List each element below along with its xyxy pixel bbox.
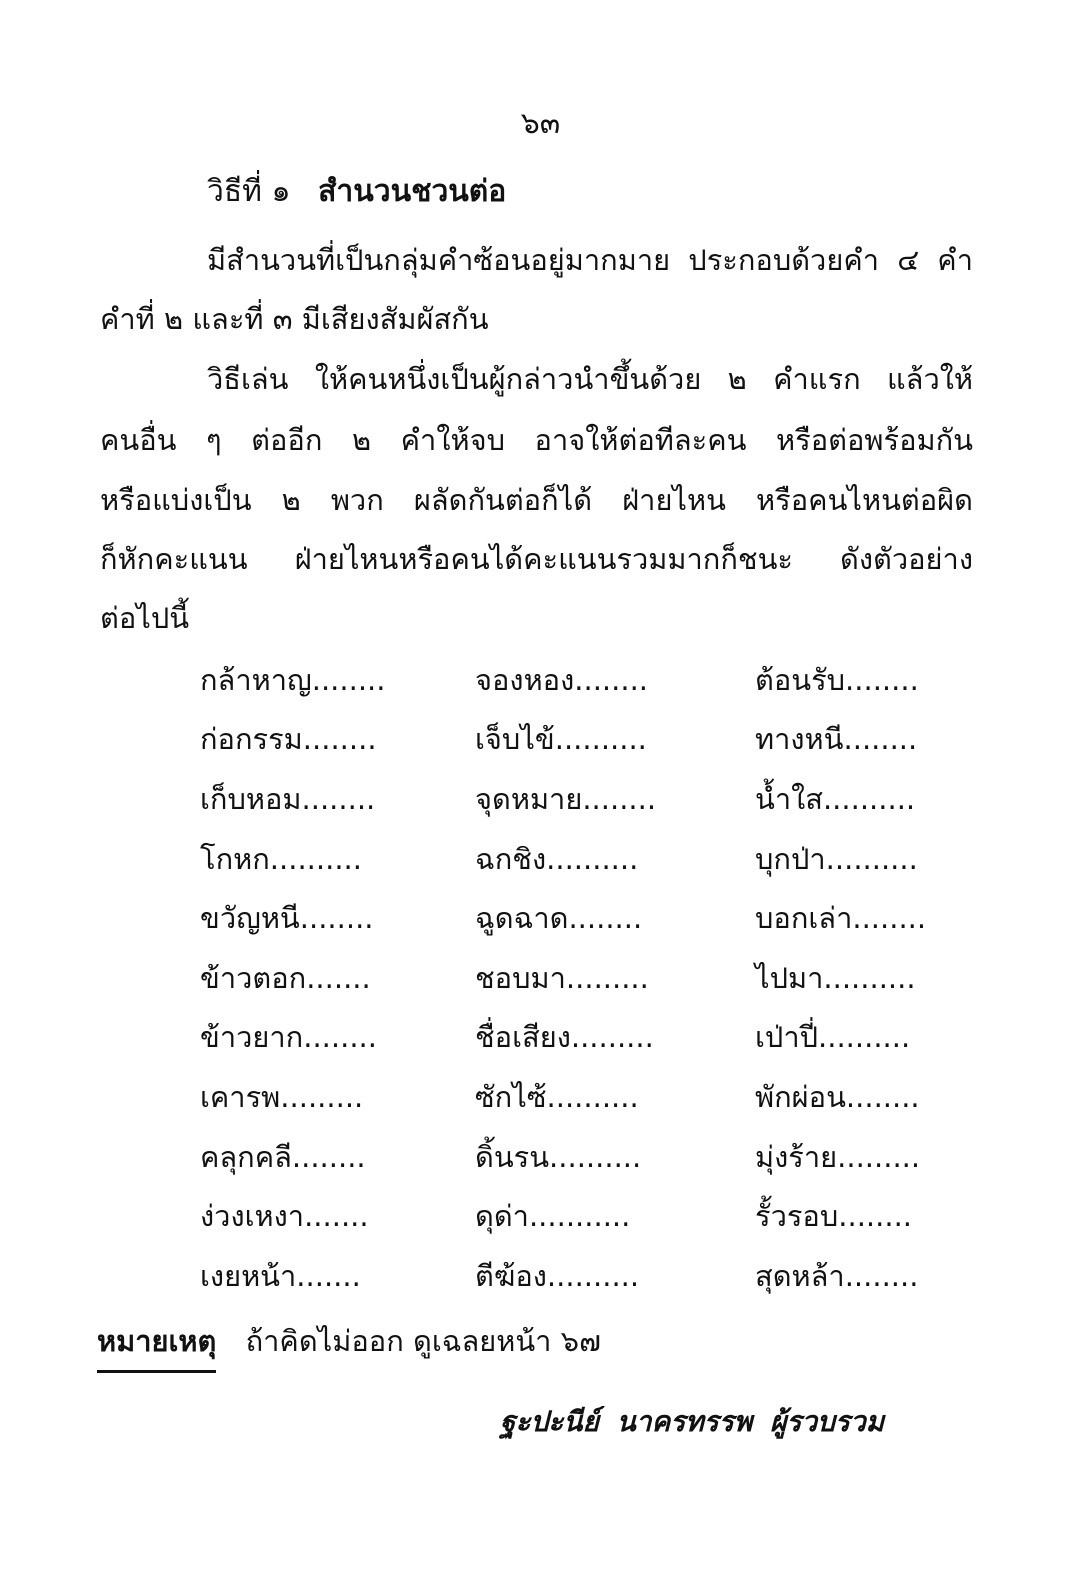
word-cell: ดุด่า........... xyxy=(475,1199,631,1234)
word-cell: มุ่งร้าย......... xyxy=(755,1139,921,1174)
word-cell: ตีฆ้อง.......... xyxy=(475,1258,640,1293)
word-cell: เก็บหอม........ xyxy=(200,781,376,816)
note xyxy=(97,1318,601,1373)
paragraph2-line5: ต่อไปนี้ xyxy=(100,601,190,635)
word-cell: ขวัญหนี........ xyxy=(200,901,374,936)
paragraph2-line1: วิธีเล่น ให้คนหนึ่งเป็นผู้กล่าวนำขึ้นด้วย ๒ คำแรก แล้วให้ xyxy=(207,362,973,396)
word-cell: จุดหมาย........ xyxy=(475,781,657,816)
word-row xyxy=(200,769,980,829)
word-cell: บอกเล่า........ xyxy=(755,901,927,936)
word-row xyxy=(200,710,980,770)
method-number: วิธีที่ ๑ xyxy=(207,174,291,209)
word-cell: ชอบมา......... xyxy=(475,960,649,995)
word-row xyxy=(200,1246,980,1306)
word-row xyxy=(200,1067,980,1127)
paragraph2-line2: คนอื่น ๆ ต่ออีก ๒ คำให้จบ อาจให้ต่อทีละคน หรือต่อพร้อมกัน xyxy=(100,423,973,457)
word-cell: เป่าปี่.......... xyxy=(755,1020,911,1055)
word-cell: บุกป่า.......... xyxy=(755,841,918,876)
word-cell: ทางหนี........ xyxy=(755,722,918,757)
word-cell: ก่อกรรม........ xyxy=(200,722,377,757)
word-cell: กล้าหาญ........ xyxy=(200,662,386,697)
word-cell: ฉูดฉาด........ xyxy=(475,901,643,936)
word-cell: ชื่อเสียง......... xyxy=(475,1020,654,1055)
compiler-signature: ฐะปะนีย์ นาครทรรพ ผู้รวบรวม xyxy=(500,1405,885,1438)
word-cell: ซักไซ้.......... xyxy=(475,1079,639,1114)
page-number: ๖๓ xyxy=(520,106,561,141)
note-label: หมายเหตุ xyxy=(97,1318,216,1373)
section-title: สำนวนชวนต่อ xyxy=(318,174,507,209)
paragraph2-line3: หรือแบ่งเป็น ๒ พวก ผลัดกันต่อก็ได้ ฝ่ายไหน หรือคนไหนต่อผิด xyxy=(100,483,973,517)
word-row xyxy=(200,1008,980,1068)
word-cell: รั้วรอบ........ xyxy=(755,1199,913,1234)
word-cell: ง่วงเหงา....... xyxy=(200,1199,369,1234)
word-cell: ไปมา.......... xyxy=(755,960,916,995)
word-cell: จองหอง........ xyxy=(475,662,649,697)
word-cell: ข้าวยาก........ xyxy=(200,1020,377,1055)
word-row xyxy=(200,1127,980,1187)
word-cell: พักผ่อน........ xyxy=(755,1079,920,1114)
note-text: ถ้าคิดไม่ออก ดูเฉลยหน้า ๖๗ xyxy=(245,1324,601,1358)
word-row xyxy=(200,650,980,710)
word-cell: น้ำใส.......... xyxy=(755,781,916,816)
paragraph1-line2: คำที่ ๒ และที่ ๓ มีเสียงสัมผัสกัน xyxy=(100,302,489,336)
section-heading xyxy=(207,168,506,215)
word-cell: ฉกชิง.......... xyxy=(475,841,639,876)
word-cell: สุดหล้า........ xyxy=(755,1258,919,1293)
word-cell: คลุกคลี........ xyxy=(200,1139,366,1174)
word-cell: ต้อนรับ........ xyxy=(755,662,919,697)
word-cell: เงยหน้า....... xyxy=(200,1258,361,1293)
word-cell: ดิ้นรน.......... xyxy=(475,1139,642,1174)
paragraph1-line1: มีสำนวนที่เป็นกลุ่มคำซ้อนอยู่มากมาย ประกอบด้วยคำ ๔ คำ xyxy=(207,243,973,277)
word-row xyxy=(200,888,980,948)
word-cell: เจ็บไข้.......... xyxy=(475,722,647,757)
word-cell: เคารพ......... xyxy=(200,1079,364,1114)
paragraph2-line4: ก็หักคะแนน ฝ่ายไหนหรือคนได้คะแนนรวมมากก็ชนะ ดังตัวอย่าง xyxy=(100,542,973,576)
word-row xyxy=(200,1186,980,1246)
word-row xyxy=(200,948,980,1008)
word-cell: ข้าวตอก....... xyxy=(200,960,371,995)
word-row xyxy=(200,829,980,889)
idiom-word-list xyxy=(200,650,980,1306)
word-cell: โกหก.......... xyxy=(200,841,362,876)
